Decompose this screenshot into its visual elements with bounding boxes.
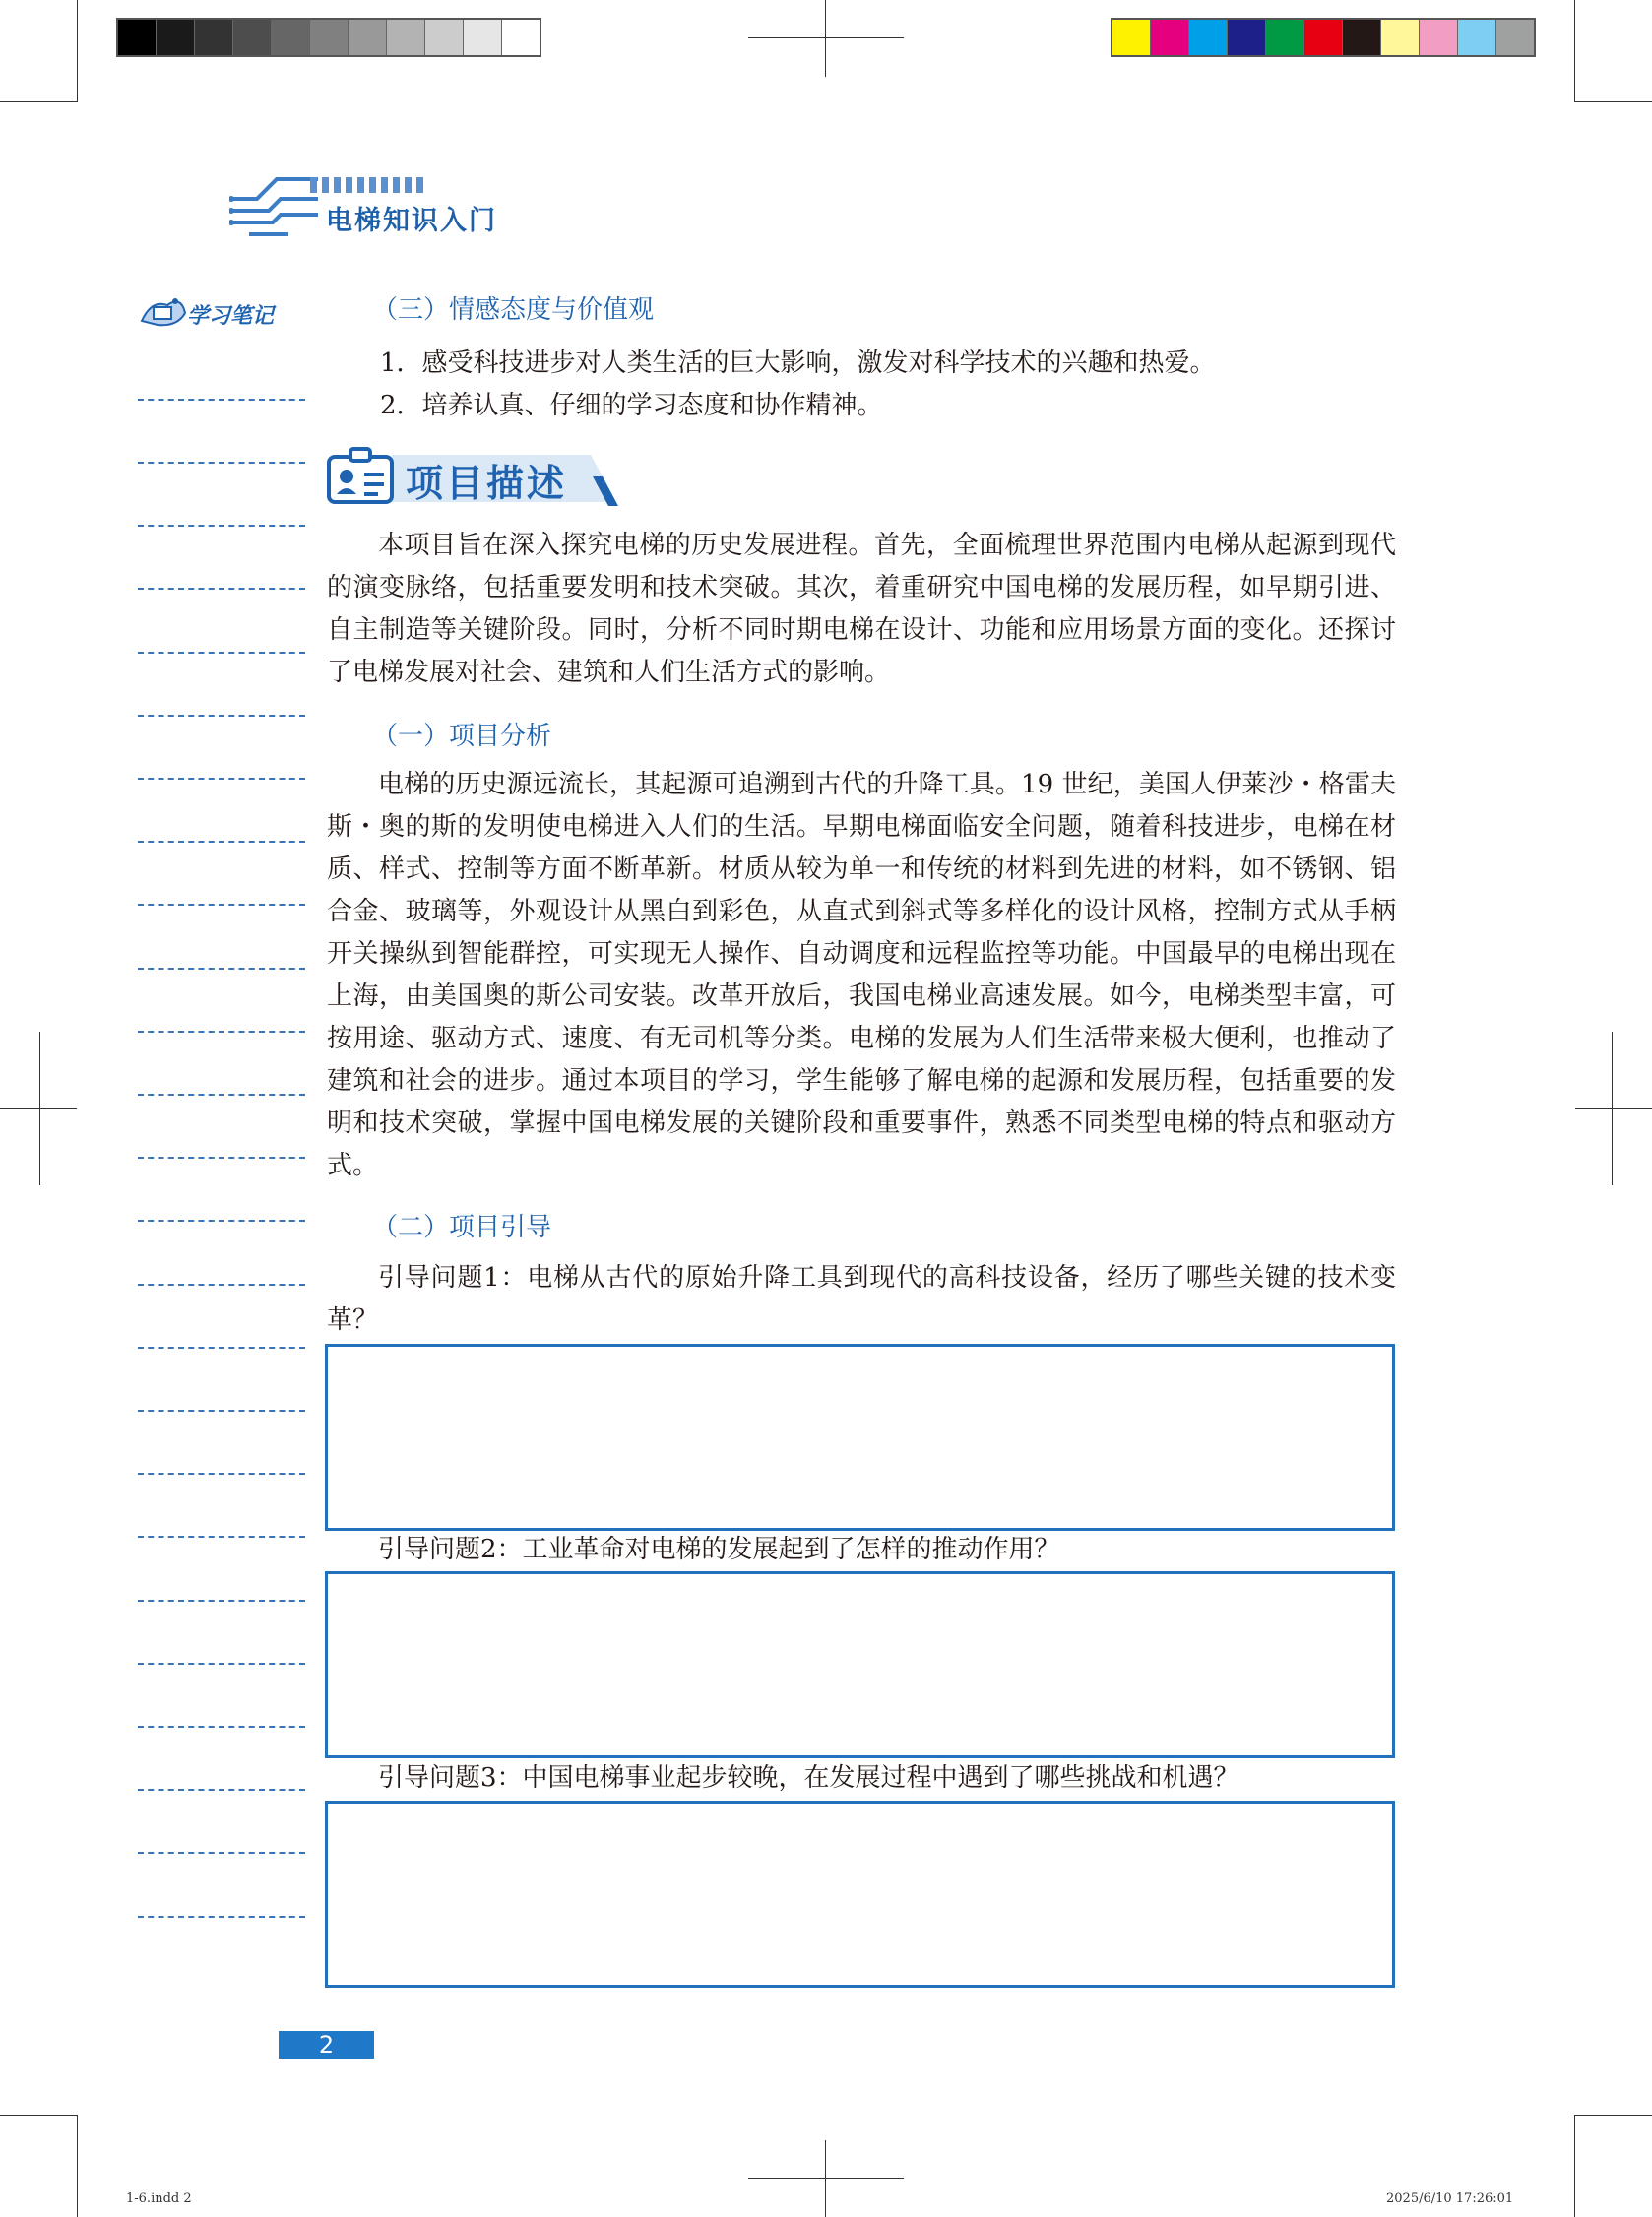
header-stripes-icon — [310, 177, 428, 195]
section3-item: 2．培养认真、仔细的学习态度和协作精神。 — [380, 391, 883, 420]
analysis-heading: （一）项目分析 — [372, 722, 552, 751]
color-swatch — [1189, 20, 1228, 55]
color-bar — [1111, 18, 1536, 57]
gray-swatch — [387, 20, 425, 55]
section3-heading: （三）情感态度与价值观 — [372, 295, 655, 325]
gray-swatch — [464, 20, 502, 55]
footer-date: 2025/6/10 17:26:01 — [1386, 2191, 1514, 2206]
color-swatch — [1228, 20, 1266, 55]
project-title: 项目描述 — [406, 462, 568, 505]
guide-question: 引导问题1：电梯从古代的原始升降工具到现代的高科技设备，经历了哪些关键的技术变革？ — [327, 1263, 1396, 1335]
project-intro: 本项目旨在深入探究电梯的历史发展进程。首先，全面梳理世界范围内电梯从起源到现代的演变脉络，包括重要发明和技术突破。其次，着重研究中国电梯的发展历程，如早期引进、自主制造等关键阶段。同时，分析不同时期电梯在设计、功能和应用场景方面的变化。还探讨了电梯发展对社会、建筑和人们生活方式的影响。 — [327, 531, 1396, 687]
gray-swatch — [195, 20, 233, 55]
color-swatch — [1420, 20, 1458, 55]
id-card-icon — [325, 447, 396, 510]
answer-box[interactable] — [325, 1801, 1395, 1988]
footer-file: 1-6.indd 2 — [126, 2191, 192, 2206]
color-swatch — [1496, 20, 1534, 55]
gray-swatch — [310, 20, 349, 55]
notes-doodle-icon — [138, 291, 189, 331]
notes-label: 学习笔记 — [187, 304, 275, 329]
header — [229, 169, 544, 238]
color-swatch — [1343, 20, 1381, 55]
color-swatch — [1151, 20, 1189, 55]
gray-swatch — [502, 20, 540, 55]
answer-box[interactable] — [325, 1571, 1395, 1758]
circuit-icon — [229, 169, 318, 238]
grayscale-bar — [116, 18, 541, 57]
gray-swatch — [425, 20, 464, 55]
answer-box[interactable] — [325, 1344, 1395, 1531]
color-swatch — [1112, 20, 1151, 55]
color-swatch — [1266, 20, 1304, 55]
gray-swatch — [157, 20, 195, 55]
guide-question: 引导问题2：工业革命对电梯的发展起到了怎样的推动作用？ — [378, 1535, 1060, 1564]
gray-swatch — [118, 20, 157, 55]
guide-question: 引导问题3：中国电梯事业起步较晚，在发展过程中遇到了哪些挑战和机遇？ — [378, 1763, 1239, 1793]
analysis-text: 电梯的历史源远流长，其起源可追溯到古代的升降工具。19 世纪，美国人伊莱沙・格雷夫斯・奥的斯的发明使电梯进入人们的生活。早期电梯面临安全问题，随着科技进步，电梯在材质、样式、控制等方面不断革新。材质从较为单一和传统的材料到先进的材料，如不锈钢、铝合金、玻璃等，外观设计从黑白到彩色，从直式到斜式等多样化的设计风格，控制方式从手柄开关操纵到智能群控，可实现无人操作、自动调度和远程监控等功能。中国最早的电梯出现在上海，由美国奥的斯公司安装。改革开放后，我国电梯业高速发展。如今，电梯类型丰富，可按用途、驱动方式、速度、有无司机等分类。电梯的发展为人们生活带来极大便利，也推动了建筑和社会的进步。通过本项目的学习，学生能够了解电梯的起源和发展历程，包括重要的发明和技术突破，掌握中国电梯发展的关键阶段和重要事件，熟悉不同类型电梯的特点和驱动方式。 — [327, 770, 1396, 1180]
gray-swatch — [272, 20, 310, 55]
color-swatch — [1458, 20, 1496, 55]
color-swatch — [1381, 20, 1420, 55]
gray-swatch — [349, 20, 387, 55]
project-banner — [325, 447, 620, 510]
section3-item: 1．感受科技进步对人类生活的巨大影响，激发对科学技术的兴趣和热爱。 — [380, 348, 1216, 378]
page-number: 2 — [279, 2031, 374, 2059]
sidebar-notes — [138, 291, 295, 335]
color-swatch — [1304, 20, 1343, 55]
gray-swatch — [233, 20, 272, 55]
header-title: 电梯知识入门 — [326, 206, 497, 236]
guide-heading: （二）项目引导 — [372, 1213, 552, 1242]
